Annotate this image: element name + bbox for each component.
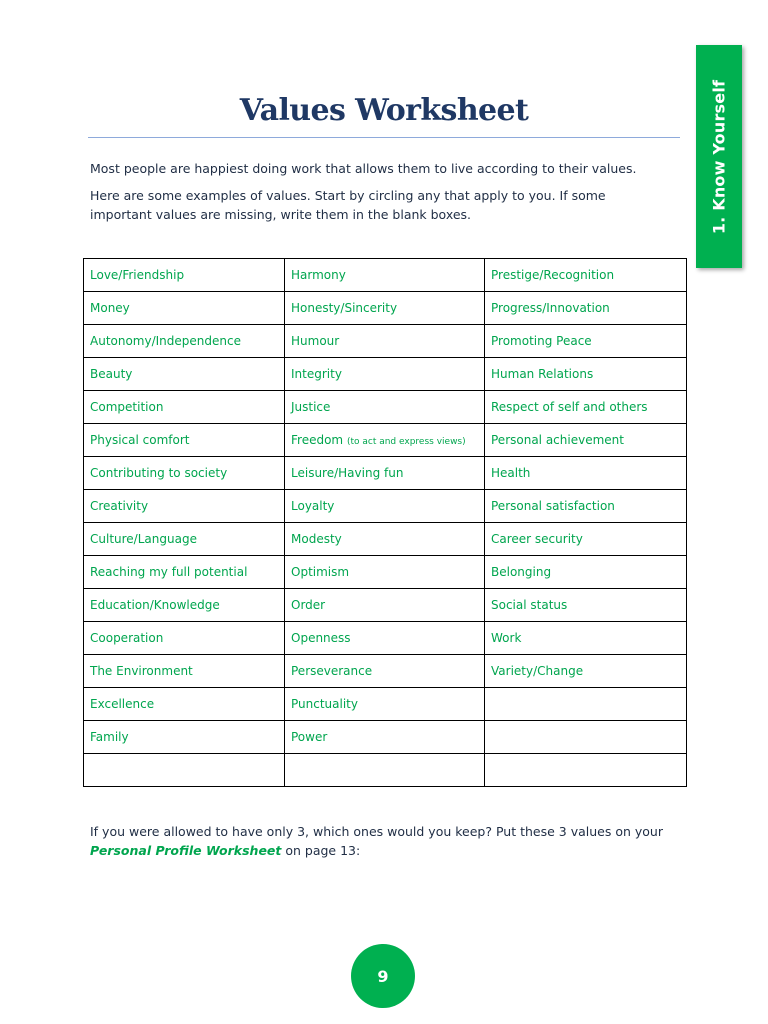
personal-profile-worksheet-link[interactable]: Personal Profile Worksheet	[90, 843, 282, 858]
value-cell[interactable]	[84, 259, 285, 292]
value-label: Belonging	[491, 565, 552, 579]
value-cell[interactable]	[485, 292, 687, 325]
intro-paragraph-2: Here are some examples of values. Start by circling any that apply to you. If some important values are missing, write them in the blank boxes.	[90, 188, 606, 222]
value-label: Physical comfort	[90, 433, 190, 447]
value-label: Freedom	[291, 433, 344, 447]
value-cell[interactable]	[285, 688, 485, 721]
value-label: Humour	[291, 334, 340, 348]
value-label: Work	[491, 631, 522, 645]
blank-value-cell[interactable]	[84, 754, 285, 787]
value-cell[interactable]	[485, 490, 687, 523]
values-table	[83, 258, 687, 787]
value-label: Excellence	[90, 697, 155, 711]
keep-three-question	[90, 822, 690, 860]
value-cell[interactable]	[285, 721, 485, 754]
value-label: Respect of self and others	[491, 400, 648, 414]
value-label: Justice	[291, 400, 331, 414]
value-label: Punctuality	[291, 697, 358, 711]
title-divider	[88, 137, 680, 138]
value-cell[interactable]	[485, 259, 687, 292]
value-cell[interactable]	[84, 556, 285, 589]
value-cell[interactable]	[84, 523, 285, 556]
value-label: Health	[491, 466, 531, 480]
value-cell[interactable]	[285, 655, 485, 688]
value-cell[interactable]	[485, 325, 687, 358]
value-label: Perseverance	[291, 664, 373, 678]
value-cell[interactable]	[84, 292, 285, 325]
value-label: The Environment	[90, 664, 193, 678]
table-row	[84, 424, 687, 457]
value-label: Beauty	[90, 367, 133, 381]
page-number-badge: 9	[351, 944, 415, 1008]
table-row	[84, 358, 687, 391]
value-label: Autonomy/Independence	[90, 334, 241, 348]
value-cell[interactable]	[485, 556, 687, 589]
table-row	[84, 556, 687, 589]
table-row	[84, 325, 687, 358]
value-label: Human Relations	[491, 367, 594, 381]
table-row	[84, 721, 687, 754]
value-cell[interactable]	[285, 457, 485, 490]
value-label: Integrity	[291, 367, 342, 381]
table-row	[84, 259, 687, 292]
value-cell[interactable]	[84, 589, 285, 622]
value-label: Prestige/Recognition	[491, 268, 615, 282]
value-label: Culture/Language	[90, 532, 197, 546]
table-row	[84, 655, 687, 688]
value-label: Leisure/Having fun	[291, 466, 404, 480]
page-title: Values Worksheet	[239, 93, 529, 128]
value-cell[interactable]	[84, 457, 285, 490]
value-label: Optimism	[291, 565, 350, 579]
blank-value-cell[interactable]	[285, 754, 485, 787]
value-label: Harmony	[291, 268, 346, 282]
value-cell[interactable]	[84, 721, 285, 754]
value-cell[interactable]	[485, 457, 687, 490]
value-label: Social status	[491, 598, 568, 612]
value-note: (to act and express views)	[346, 437, 466, 447]
value-label: Education/Knowledge	[90, 598, 220, 612]
table-row	[84, 490, 687, 523]
value-label: Personal satisfaction	[491, 499, 615, 513]
value-cell[interactable]	[84, 325, 285, 358]
table-row	[84, 457, 687, 490]
value-label: Reaching my full potential	[90, 565, 248, 579]
question-page-ref: on page 13:	[281, 843, 361, 858]
value-label: Power	[291, 730, 328, 744]
value-label: Variety/Change	[491, 664, 584, 678]
table-row	[84, 523, 687, 556]
value-cell[interactable]	[84, 622, 285, 655]
value-label: Honesty/Sincerity	[291, 301, 398, 315]
table-row	[84, 754, 687, 787]
value-cell[interactable]	[485, 655, 687, 688]
value-cell[interactable]	[285, 259, 485, 292]
value-cell[interactable]	[285, 589, 485, 622]
value-cell[interactable]	[84, 490, 285, 523]
value-cell[interactable]	[285, 358, 485, 391]
value-cell[interactable]	[84, 655, 285, 688]
table-row	[84, 688, 687, 721]
value-label: Promoting Peace	[491, 334, 592, 348]
table-row	[84, 622, 687, 655]
value-cell[interactable]	[285, 391, 485, 424]
value-cell[interactable]	[485, 424, 687, 457]
value-label: Loyalty	[291, 499, 335, 513]
table-row	[84, 292, 687, 325]
value-cell[interactable]	[84, 424, 285, 457]
value-cell[interactable]	[485, 622, 687, 655]
value-cell[interactable]	[84, 358, 285, 391]
value-label: Money	[90, 301, 130, 315]
value-label: Openness	[291, 631, 351, 645]
value-cell[interactable]	[485, 523, 687, 556]
value-cell[interactable]	[285, 622, 485, 655]
section-tab	[696, 45, 742, 268]
blank-value-cell[interactable]	[485, 754, 687, 787]
value-cell[interactable]	[285, 292, 485, 325]
value-label: Competition	[90, 400, 164, 414]
value-cell[interactable]	[285, 325, 485, 358]
question-text: If you were allowed to have only 3, which ones would you keep? Put these 3 values on your	[90, 824, 663, 839]
intro-paragraph-1: Most people are happiest doing work that allows them to live according to their values.	[90, 161, 637, 176]
value-cell[interactable]	[485, 358, 687, 391]
value-label: Creativity	[90, 499, 149, 513]
blank-value-cell[interactable]	[485, 721, 687, 754]
value-cell[interactable]	[285, 424, 485, 457]
section-tab-label: 1. Know Yourself	[709, 79, 729, 234]
value-cell[interactable]	[84, 391, 285, 424]
value-label: Personal achievement	[491, 433, 624, 447]
value-label: Love/Friendship	[90, 268, 185, 282]
values-table-body	[84, 259, 687, 787]
table-row	[84, 391, 687, 424]
value-label: Order	[291, 598, 326, 612]
value-cell[interactable]	[485, 589, 687, 622]
value-label: Cooperation	[90, 631, 164, 645]
value-cell[interactable]	[285, 523, 485, 556]
value-cell[interactable]	[84, 688, 285, 721]
table-row	[84, 589, 687, 622]
value-label: Career security	[491, 532, 583, 546]
value-label: Progress/Innovation	[491, 301, 610, 315]
value-label: Contributing to society	[90, 466, 228, 480]
value-cell[interactable]	[485, 391, 687, 424]
value-cell[interactable]	[285, 490, 485, 523]
value-label: Family	[90, 730, 129, 744]
blank-value-cell[interactable]	[485, 688, 687, 721]
value-label: Modesty	[291, 532, 342, 546]
value-cell[interactable]	[285, 556, 485, 589]
